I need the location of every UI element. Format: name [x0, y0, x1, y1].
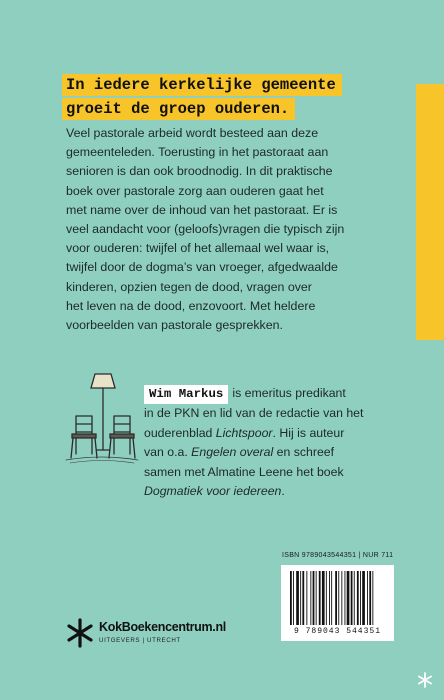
- bio-text: van o.a.: [144, 445, 192, 460]
- bio-line: [144, 424, 394, 443]
- headline: [62, 74, 342, 122]
- author-name: Wim Markus: [144, 385, 228, 404]
- barcode-bars: [290, 571, 385, 625]
- bio-text: en schreef: [273, 445, 335, 460]
- barcode: [281, 565, 394, 641]
- bio-text: ouderenblad: [144, 425, 216, 440]
- bio-line: [144, 482, 394, 501]
- bio-line: samen met Almatine Leene het boek: [144, 464, 344, 479]
- blurb-line: veel aandacht voor (geloofs)vragen die typisch zijn: [66, 222, 345, 237]
- blurb-line: kinderen, opzien tegen de dood, vragen over: [66, 279, 312, 294]
- barcode-number: 9 789043 544351: [293, 627, 381, 636]
- book-title: Dogmatiek voor iedereen: [144, 484, 282, 499]
- chairs-lamp-illustration: [62, 368, 142, 468]
- blurb-text: [66, 124, 392, 335]
- blurb-line: met name over de inhoud van het pastoraat. Er is: [66, 202, 338, 217]
- blurb-line: het leven na de dood, enzovoort. Met heldere: [66, 298, 316, 313]
- headline-line-2: groeit de groep ouderen.: [62, 98, 295, 120]
- bio-line: in de PKN en lid van de redactie van het: [144, 406, 364, 421]
- blurb-line: voorbeelden van pastorale gesprekken.: [66, 318, 283, 333]
- bio-line: [144, 443, 394, 462]
- isbn-nur: ISBN 9789043544351 | NUR 711: [282, 552, 394, 559]
- publisher-name: KokBoekencentrum.nl: [99, 620, 226, 634]
- blurb-line: Veel pastorale arbeid wordt besteed aan deze: [66, 126, 319, 140]
- accent-stripe: [416, 84, 444, 340]
- blurb-line: boek over pastorale zorg aan ouderen gaat het: [66, 183, 324, 198]
- publisher-subtitle: UITGEVERS | UTRECHT: [99, 637, 181, 644]
- blurb-line: twijfel door de dogma’s van vroeger, afgedwaalde: [66, 260, 338, 275]
- kok-star-icon: [66, 616, 94, 650]
- magazine-title: Lichtspoor: [215, 425, 273, 440]
- bio-text: is emeritus predikant: [232, 386, 346, 400]
- bio-line: [144, 384, 394, 404]
- bio-text: .: [281, 484, 285, 499]
- blurb-line: gemeenteleden. Toerusting in het pastoraat aan: [66, 145, 329, 160]
- author-bio: [144, 384, 394, 501]
- blurb-line: voor ouderen: twijfel of het allemaal wel waar is,: [66, 241, 330, 256]
- blurb-line: senioren is dan ook broodnodig. In dit praktische: [66, 164, 333, 179]
- headline-line-1: In iedere kerkelijke gemeente: [62, 74, 342, 96]
- bio-text: . Hij is auteur: [272, 425, 345, 440]
- small-star-logo-icon: [418, 672, 432, 688]
- book-title: Engelen overal: [191, 445, 274, 460]
